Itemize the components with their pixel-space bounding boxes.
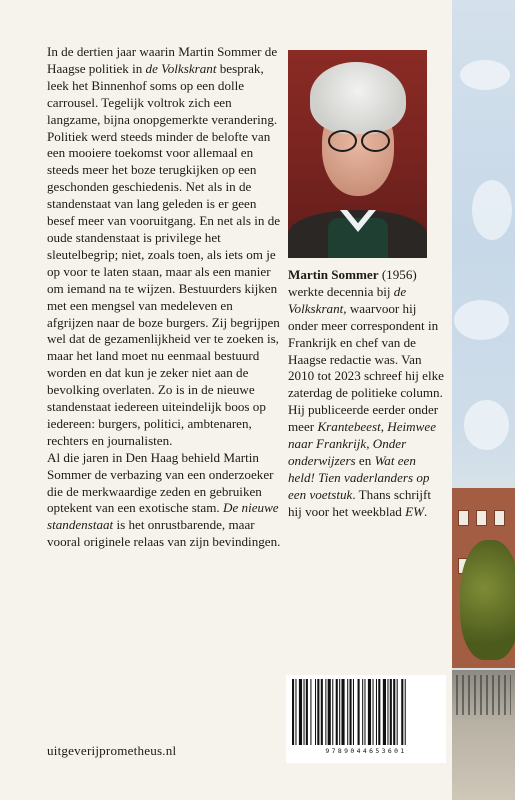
author-bio: Martin Sommer (1956) werkte decennia bij de Volkskrant, waarvoor hij onder meer correspondent in Frankrijk en chef van de Haagse redactie was. Van 2010 tot 2023 schreef hij elke zaterdag de politieke column. Hij publiceerde eerder onder meer Krantebeest, Heimwee naar Frankrijk, Onder onderwijzers en Wat een held! Tien vaderlanders op een voetstuk. Thans schrijft hij voor het weekblad EW.	[288, 267, 444, 519]
author-name: Martin Sommer	[288, 267, 379, 282]
author-photo	[288, 50, 427, 258]
blurb-text	[47, 44, 281, 551]
blurb-paragraph-2: Al die jaren in Den Haag behield Martin Sommer de verbazing van een onderzoeker die de merkwaardige zeden en gebruiken optekent van een exotische stam. De nieuwe standenstaat is het onrustbarende, maar vooral originele relaas van zijn bevindingen.	[47, 449, 281, 550]
tree-image	[460, 540, 515, 660]
barcode-digits: 9789044653601	[325, 747, 407, 755]
blurb-paragraph-1: In de dertien jaar waarin Martin Sommer de Haagse politiek in de Volkskrant besprak, leek het Binnenhof soms op een dolle carrousel. Tegelijk voltrok zich een langzame, bijna onopgemerkte verandering. Politiek werd steeds minder de belofte van een mooiere toekomst voor allemaal en steeds meer het boze terugkijken op een geschonden geschiedenis. Net als in de standenstaat van lang geleden is er geen besef meer van vooruitgang. En net als in de oude standenstaat is privilege het sleutelbegrip; niet, zoals toen, als iets om je op voor te laten staan, maar als een manier om iemand na te wijzen. Bestuurders kijken met een mengsel van medeleven en afgrijzen naar de boze burgers. Zij begrijpen wel dat de gezamenlijkheid ver te zoeken is, maar het land moet nu eenmaal bestuurd worden en dat kun je zeker niet aan de bevolking overlaten. Zo is in de nieuwe standenstaat iedereen uiteindelijk boos op iedereen: burgers, politici, ambtenaren, rechters en journalisten.	[47, 44, 281, 448]
barcode-bars	[290, 679, 442, 747]
cover-photo-strip	[452, 0, 515, 800]
bicycles-image	[456, 675, 511, 715]
isbn-barcode	[286, 675, 446, 763]
publisher-url: uitgeverijprometheus.nl	[47, 743, 177, 758]
